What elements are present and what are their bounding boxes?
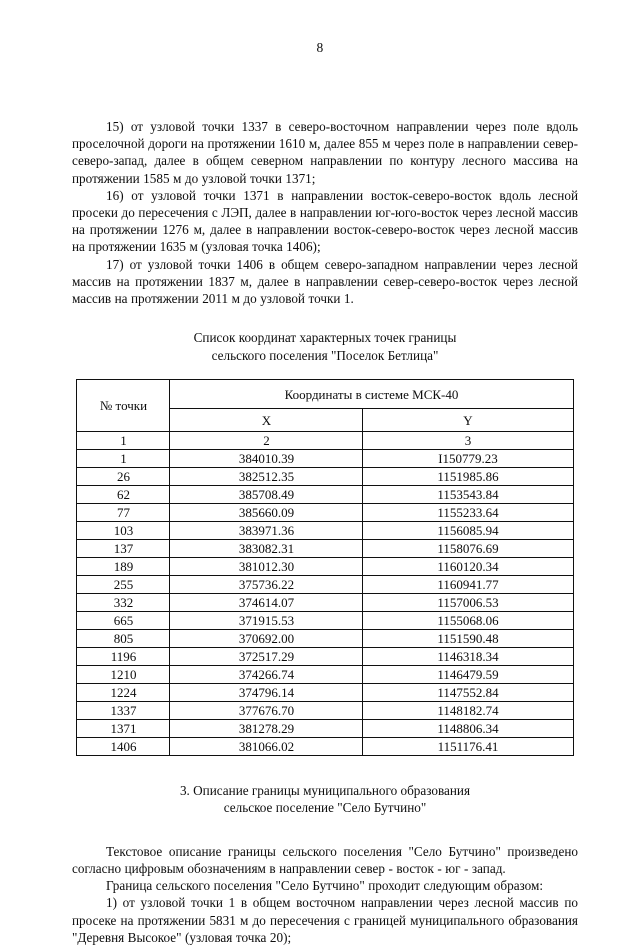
table-header [77,380,573,432]
cell-point: 103 [77,522,170,540]
cell-x: 372517.29 [170,648,363,666]
table-row [77,630,573,648]
header-coordinate-system: Координаты в системе МСК-40 [170,380,573,409]
column-number-1: 1 [77,432,170,450]
cell-x: 375736.22 [170,576,363,594]
column-number-3: 3 [363,432,573,450]
cell-x: 381012.30 [170,558,363,576]
cell-point: 805 [77,630,170,648]
cell-point: 1 [77,450,170,468]
paragraph-16: 16) от узловой точки 1371 в направлении восток-северо-восток вдоль лесной просеки до пересечения с ЛЭП, далее в направлении юг-юго-восток через лесной массив на протяжении 1276 м, далее в направлении восток-северо-восток через лесной массив на протяжении 1635 м (узловая точка 1406); [72,187,578,255]
description-paragraph-1: Текстовое описание границы сельского поселения "Село Бутчино" произведено согласно цифровым обозначениям в направлении север - восток - юг - запад. [72,843,578,877]
cell-x: 382512.35 [170,468,363,486]
cell-point: 1210 [77,666,170,684]
cell-y: 1146479.59 [363,666,573,684]
table-row [77,450,573,468]
header-y: Y [363,409,573,432]
cell-x: 385660.09 [170,504,363,522]
table-row [77,720,573,738]
cell-y: 1151590.48 [363,630,573,648]
table-row [77,504,573,522]
cell-point: 1337 [77,702,170,720]
table-row [77,558,573,576]
cell-point: 255 [77,576,170,594]
cell-y: 1151176.41 [363,738,573,756]
cell-x: 374266.74 [170,666,363,684]
section-heading-line1: 3. Описание границы муниципального образования [179,783,471,799]
cell-x: 383082.31 [170,540,363,558]
cell-y: 1155233.64 [363,504,573,522]
table-row [77,468,573,486]
cell-x: 370692.00 [170,630,363,648]
table-body [77,432,573,756]
header-point-number: № точки [77,380,170,432]
table-row [77,522,573,540]
table-row [77,684,573,702]
page-number: 8 [316,40,324,55]
paragraph-17: 17) от узловой точки 1406 в общем северо-западном направлении через лесной массив на протяжении 1837 м, далее в направлении север-северо-восток через лесной массив на протяжении 2011 м до узловой точки 1. [72,256,578,307]
cell-point: 1224 [77,684,170,702]
cell-x: 377676.70 [170,702,363,720]
table-row [77,594,573,612]
section-heading [72,782,578,817]
cell-y: 1146318.34 [363,648,573,666]
table-row [77,738,573,756]
cell-y: 1160120.34 [363,558,573,576]
document-body [72,118,578,946]
cell-y: 1157006.53 [363,594,573,612]
cell-point: 332 [77,594,170,612]
cell-point: 665 [77,612,170,630]
cell-y: 1153543.84 [363,486,573,504]
cell-x: 384010.39 [170,450,363,468]
cell-point: 62 [77,486,170,504]
table-row [77,576,573,594]
paragraph-15: 15) от узловой точки 1337 в северо-восточном направлении через поле вдоль проселочной дороги на протяжении 1610 м, далее 855 м через поле в направлении север-северо-запад, далее в общем северном направлении по контуру лесного массива на протяжении 1585 м до узловой точки 1371; [72,119,578,186]
cell-point: 189 [77,558,170,576]
cell-point: 77 [77,504,170,522]
coordinates-table-title-line2: сельского поселения "Поселок Бетлица" [211,347,439,363]
column-number-2: 2 [170,432,363,450]
table-row [77,666,573,684]
coordinates-table-title-line1: Список координат характерных точек границы [193,330,457,346]
table-row [77,612,573,630]
coordinates-table-title [72,329,578,364]
cell-x: 381066.02 [170,738,363,756]
description-block [72,843,578,946]
table-column-numbering-row [77,432,573,450]
table-row [77,486,573,504]
cell-y: 1160941.77 [363,576,573,594]
cell-point: 137 [77,540,170,558]
table-row [77,702,573,720]
description-paragraph-3: 1) от узловой точки 1 в общем восточном направлении через лесной массив по просеке на протяжении 5831 м до пересечения с границей муниципального образования "Деревня Высокое" (узловая точка 20); [72,895,578,945]
cell-y: 1155068.06 [363,612,573,630]
cell-x: 374796.14 [170,684,363,702]
document-page [0,40,640,945]
table-row [77,540,573,558]
cell-x: 371915.53 [170,612,363,630]
cell-y: 1151985.86 [363,468,573,486]
section-heading-line2: сельское поселение "Село Бутчино" [223,800,427,816]
coordinates-table [76,379,573,756]
cell-x: 381278.29 [170,720,363,738]
cell-y: 1148806.34 [363,720,573,738]
description-paragraph-2: Граница сельского поселения "Село Бутчино" проходит следующим образом: [106,878,544,894]
cell-point: 26 [77,468,170,486]
cell-x: 374614.07 [170,594,363,612]
cell-y: I150779.23 [363,450,573,468]
cell-point: 1406 [77,738,170,756]
cell-y: 1158076.69 [363,540,573,558]
cell-y: 1147552.84 [363,684,573,702]
cell-y: 1156085.94 [363,522,573,540]
coordinates-table-wrapper [72,379,578,756]
cell-x: 385708.49 [170,486,363,504]
cell-point: 1196 [77,648,170,666]
header-x: X [170,409,363,432]
cell-point: 1371 [77,720,170,738]
table-row [77,648,573,666]
cell-x: 383971.36 [170,522,363,540]
table-header-row-1 [77,380,573,409]
cell-y: 1148182.74 [363,702,573,720]
